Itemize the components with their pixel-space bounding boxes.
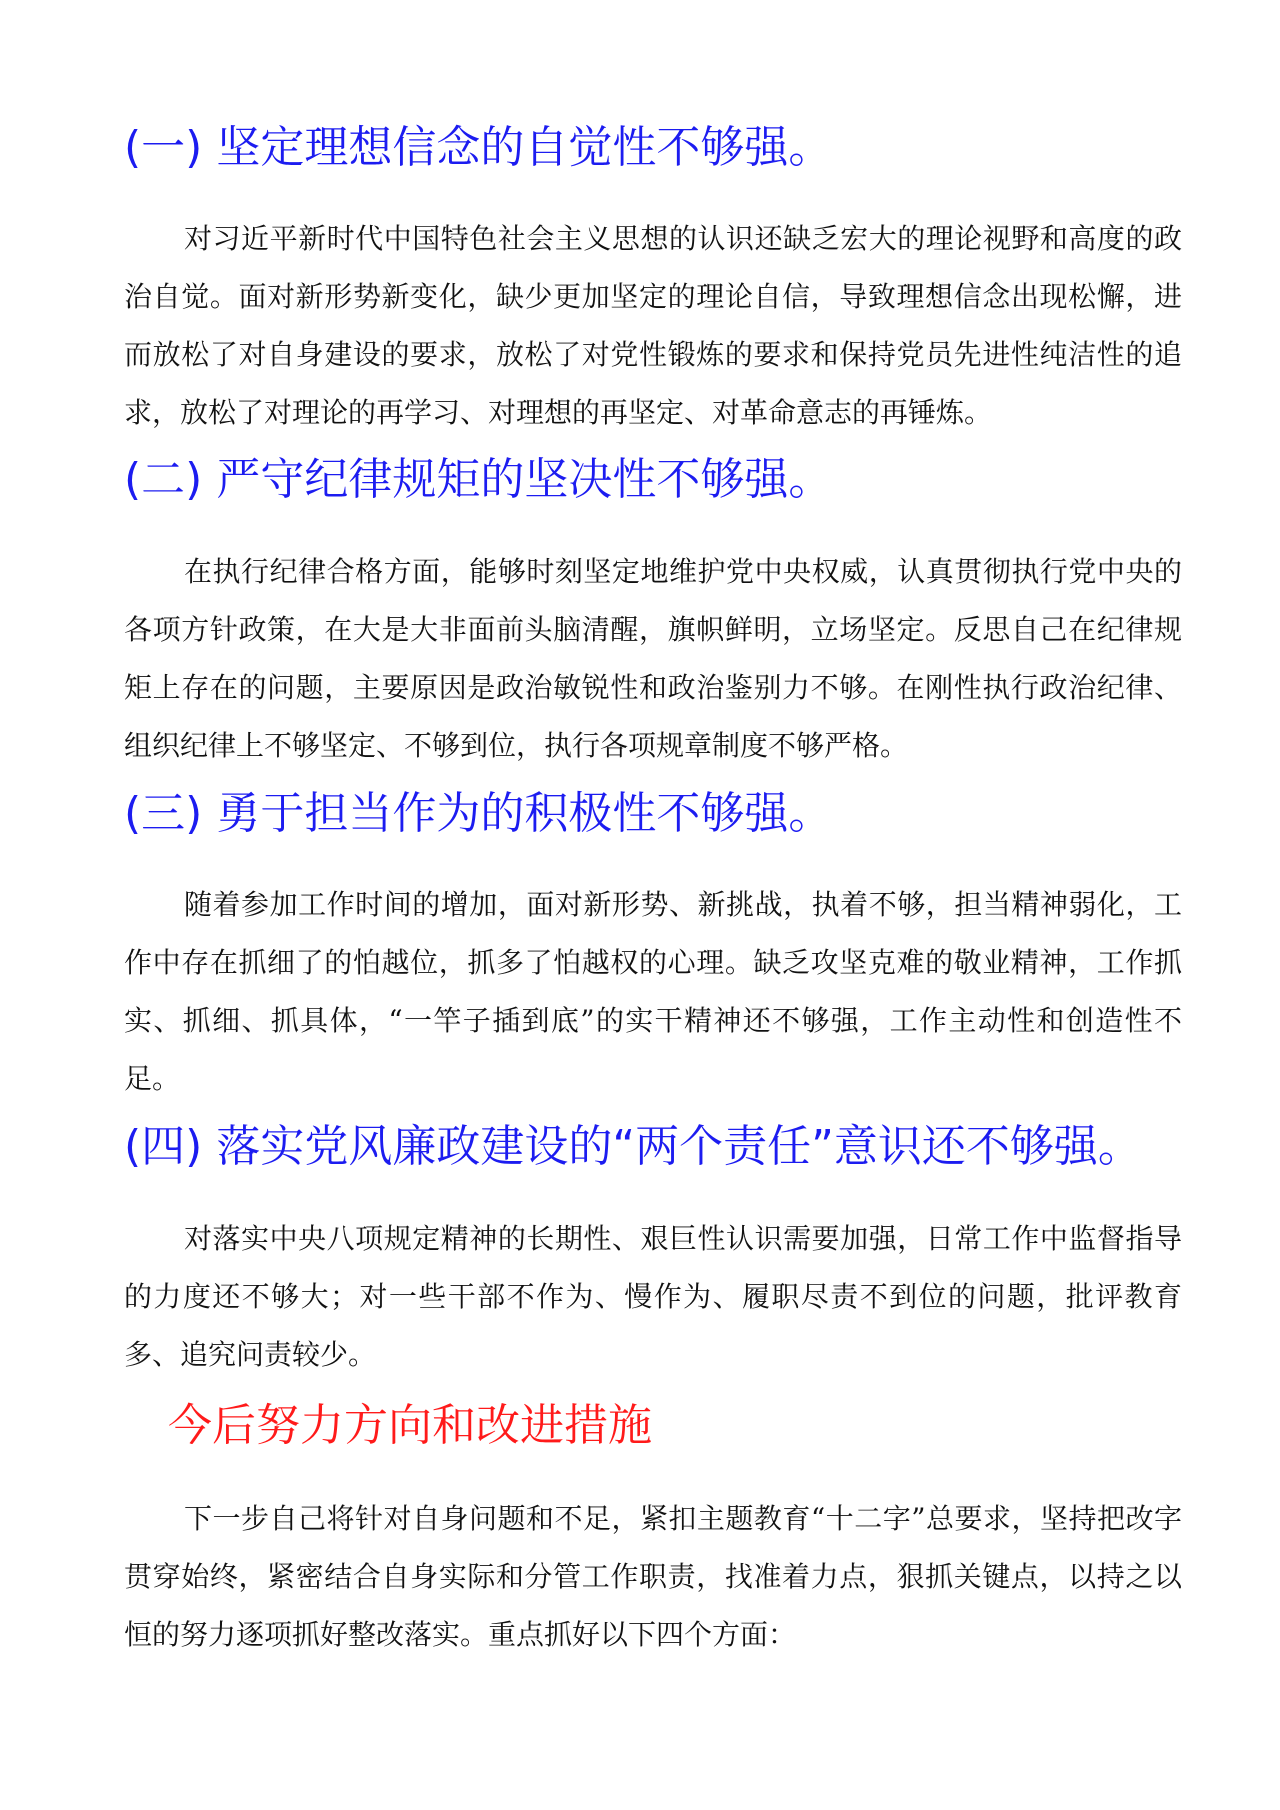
paragraph-2: 在执行纪律合格方面，能够时刻坚定地维护党中央权威，认真贯彻执行党中央的各项方针政策，在大是大非面前头脑清醒，旗帜鲜明，立场坚定。反思自己在纪律规矩上存在的问题，主要原因是政治敏锐性和政治鉴别力不够。在刚性执行政治纪律、组织纪律上不够坚定、不够到位，执行各项规章制度不够严格。 [124, 555, 1182, 762]
heading-4: (四) 落实党风廉政建设的“两个责任”意识还不够强。 [124, 1121, 1142, 1172]
improvement-title: 今后努力方向和改进措施 [168, 1400, 652, 1451]
heading-2: (二) 严守纪律规矩的坚决性不够强。 [124, 454, 833, 505]
paragraph-4: 对落实中央八项规定精神的长期性、艰巨性认识需要加强，日常工作中监督指导的力度还不够大；对一些干部不作为、慢作为、履职尽责不到位的问题，批评教育多、追究问责较少。 [124, 1222, 1182, 1371]
heading-3: (三) 勇于担当作为的积极性不够强。 [124, 788, 833, 839]
improvement-paragraph: 下一步自己将针对自身问题和不足，紧扣主题教育“十二字”总要求，坚持把改字贯穿始终，紧密结合自身实际和分管工作职责，找准着力点，狠抓关键点，以持之以恒的努力逐项抓好整改落实。重点抓好以下四个方面： [124, 1502, 1182, 1651]
paragraph-1: 对习近平新时代中国特色社会主义思想的认识还缺乏宏大的理论视野和高度的政治自觉。面对新形势新变化，缺少更加坚定的理论自信，导致理想信念出现松懈，进而放松了对自身建设的要求，放松了对党性锻炼的要求和保持党员先进性纯洁性的追求，放松了对理论的再学习、对理想的再坚定、对革命意志的再锤炼。 [124, 222, 1182, 429]
heading-1: (一) 坚定理想信念的自觉性不够强。 [124, 122, 833, 173]
paragraph-3: 随着参加工作时间的增加，面对新形势、新挑战，执着不够，担当精神弱化，工作中存在抓细了的怕越位，抓多了怕越权的心理。缺乏攻坚克难的敬业精神，工作抓实、抓细、抓具体，“一竿子插到底”的实干精神还不够强，工作主动性和创造性不足。 [124, 888, 1182, 1095]
